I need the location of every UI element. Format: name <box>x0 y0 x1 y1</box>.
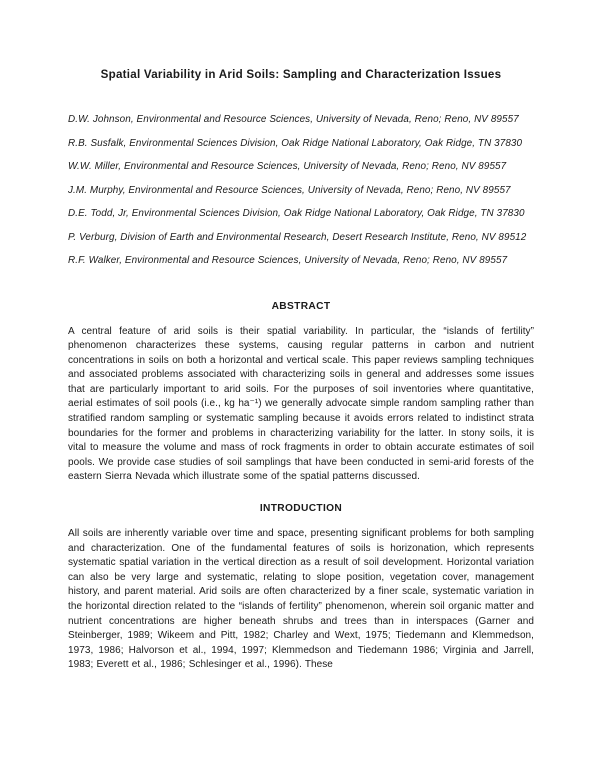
section-introduction <box>68 503 534 673</box>
author-line: J.M. Murphy, Environmental and Resource Sciences, University of Nevada, Reno; Reno, NV 89557 <box>68 184 511 196</box>
introduction-heading: INTRODUCTION <box>259 503 343 515</box>
introduction-text: All soils are inherently variable over time and space, presenting significant problems for both sampling and characterization. One of the fundamental features of soils is horizonation, which represents systematic spatial variation in the vertical direction as a result of soil development. Horizontal variation can also be very large and systematic, relating to slope position, vegetation cover, management history, and parent material. Arid soils are often characterized by a finer scale, systematic variation in the horizontal direction related to the “islands of fertility” phenomenon, wherein soil organic matter and nutrient concentrations are higher beneath shrubs and trees than in interspaces (Garner and Steinberger, 1989; Wikeem and Pitt, 1982; Charley and Wext, 1975; Tiedemann and Klemmedson, 1973, 1986; Halvorson et al., 1994, 1997; Klemmedson and Tiedemann 1986; Virginia and Jarrell, 1983; Everett et al., 1986; Schlesinger et al., 1996). These <box>68 528 534 671</box>
author-line: R.F. Walker, Environmental and Resource Sciences, University of Nevada, Reno; Reno, NV 89557 <box>68 255 508 266</box>
abstract-heading: ABSTRACT <box>271 300 331 312</box>
author-line: R.B. Susfalk, Environmental Sciences Division, Oak Ridge National Laboratory, Oak Ridge, TN 37830 <box>68 137 523 149</box>
author-line: D.W. Johnson, Environmental and Resource Sciences, University of Nevada, Reno; Reno, NV 89557 <box>68 114 519 125</box>
author-line: P. Verburg, Division of Earth and Environmental Research, Desert Research Institute, Reno, NV 89512 <box>68 231 527 243</box>
author-block <box>68 114 534 268</box>
author-line: W.W. Miller, Environmental and Resource Sciences, University of Nevada, Reno; Reno, NV 89557 <box>68 161 507 172</box>
paper-title: Spatial Variability in Arid Soils: Sampling and Characterization Issues <box>100 68 502 81</box>
author-line: D.E. Todd, Jr, Environmental Sciences Division, Oak Ridge National Laboratory, Oak Ridge, TN 37830 <box>68 208 525 219</box>
abstract-text: A central feature of arid soils is their spatial variability. In particular, the “islands of fertility” phenomenon characterizes these systems, causing regular patterns in carbon and nutrient concentrations in soils on both a horizontal and vertical scale. This paper reviews sampling techniques and associated problems associated with characterizing soils in general and addresses some issues that are particularly important to arid soils. For the purposes of soil inventories where quantitative, aerial estimates of soil pools (i.e., kg ha⁻¹) we generally advocate simple random sampling rather than stratified random sampling or systematic sampling because it avoids errors related to indistinct strata boundaries for the former and problems in characterizing variability for the latter. In stony soils, it is vital to measure the volume and mass of rock fragments in order to obtain accurate estimates of soil pools. We provide case studies of soil samplings that have been conducted in semi-arid forests of the eastern Sierra Nevada which illustrate some of the spatial patterns discussed. <box>68 325 534 483</box>
section-abstract <box>68 301 534 486</box>
